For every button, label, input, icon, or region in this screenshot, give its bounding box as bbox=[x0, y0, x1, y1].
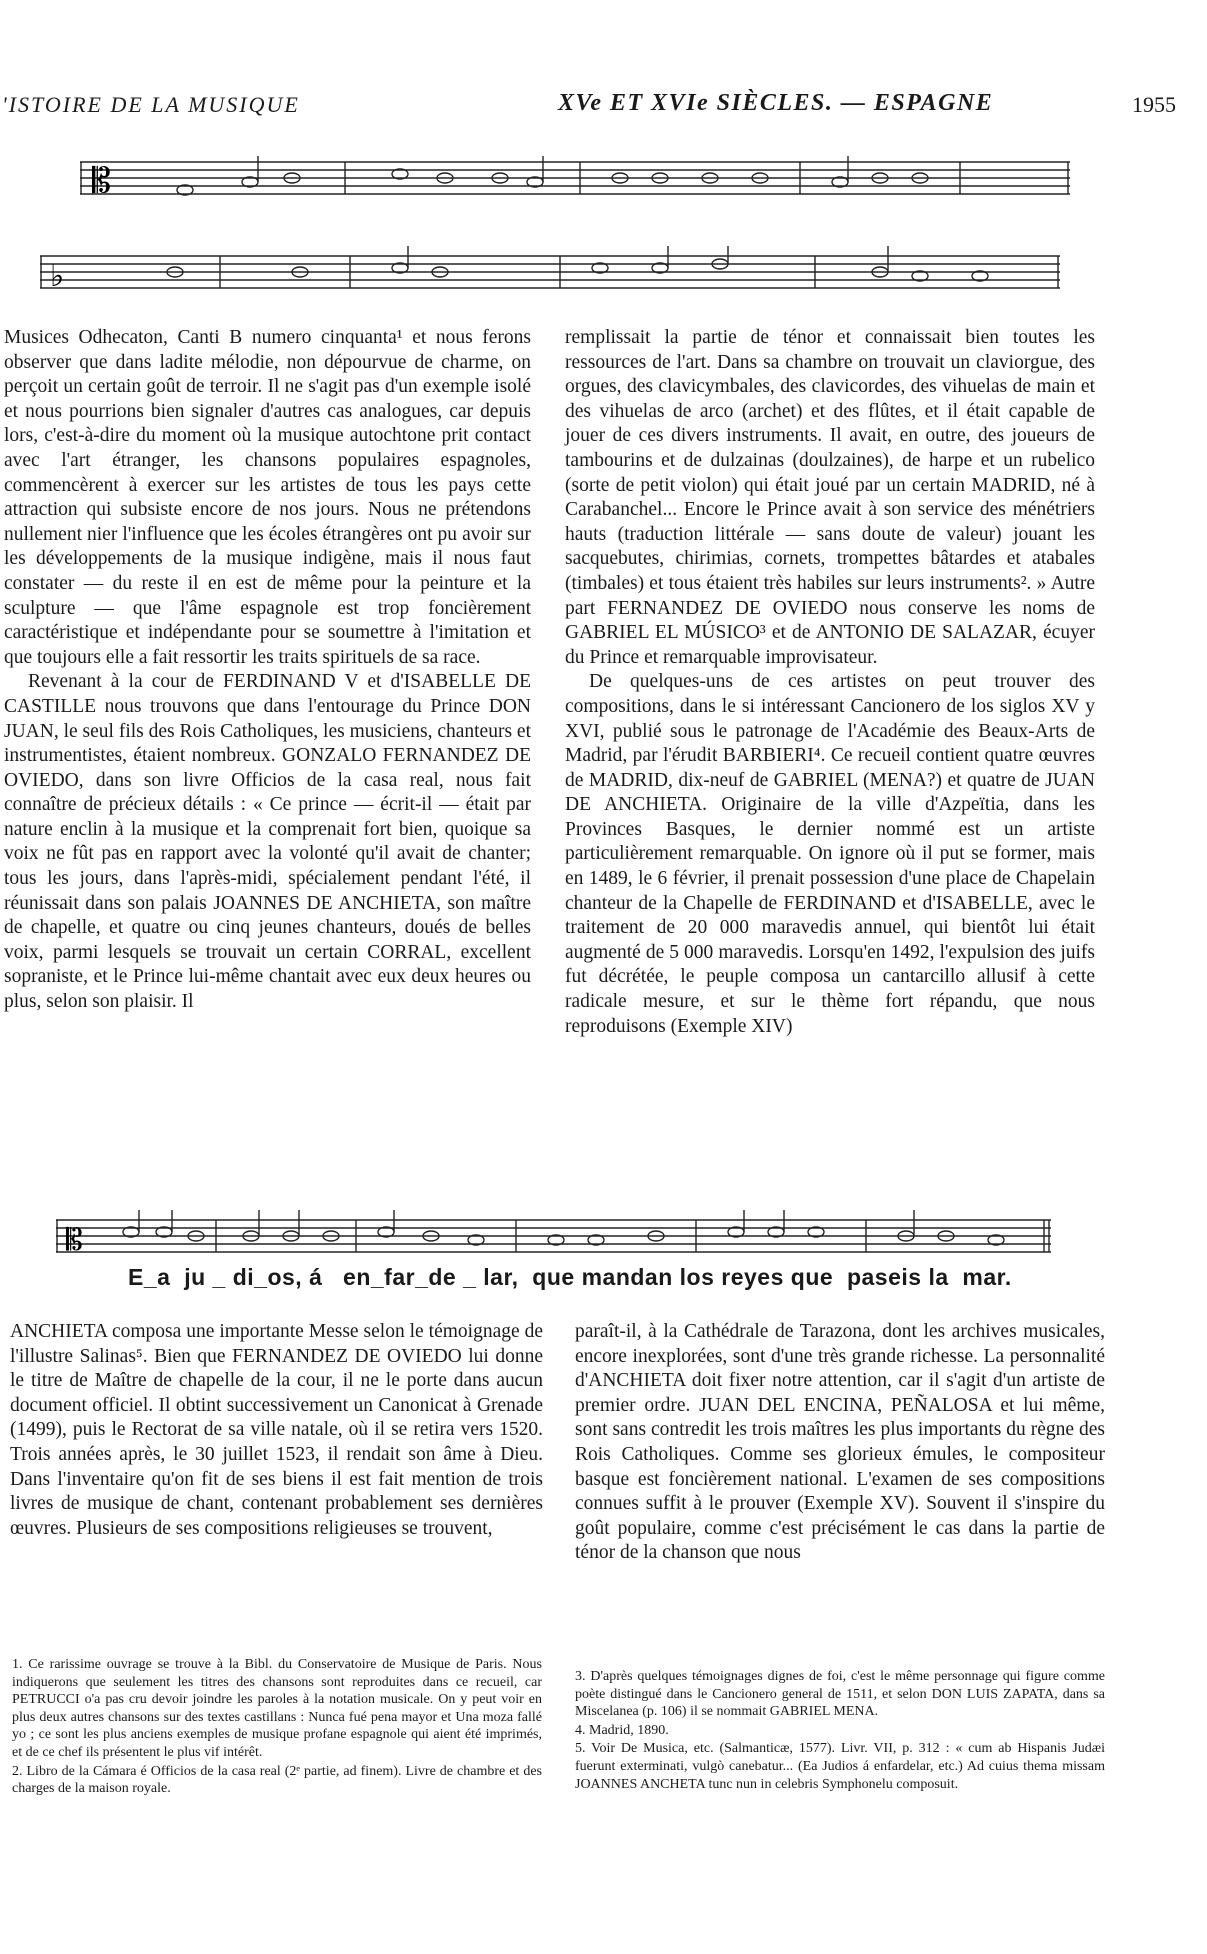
running-header bbox=[0, 88, 1207, 122]
svg-text:♭: ♭ bbox=[50, 259, 65, 294]
text-column-right-top bbox=[565, 326, 1095, 1039]
svg-text:𝄡: 𝄡 bbox=[92, 161, 111, 201]
paragraph: ANCHIETA composa une importante Messe selon le témoignage de l'illustre Salinas⁵. Bien que FERNANDEZ DE OVIEDO lui donne le titre de Maître de chapelle de la cour, il ne le porte dans aucun document officiel. Il obtint successivement un Canonicat à Grenade (1499), puis le Rectorat de sa ville natale, où il se retira vers 1520. Trois années après, le 30 juillet 1523, il rendait son âme à Dieu. Dans l'inventaire qu'on fit de ses biens il est fait mention de trois livres de musique de chant, contenant probablement ses dernières œuvres. Plusieurs de ses compositions religieuses se trouvent, bbox=[10, 1321, 543, 1539]
footnote: 1. Ce rarissime ouvrage se trouve à la Bibl. du Conservatoire de Musique de Paris. Nous indiquerons que seulement les titres des chansons sont reproduites dans ce recueil, car PETRUCCI o'a pas cru devoir joindre les paroles à la notation musicale. On y peut voir en plus deux autres chansons sur des textes castillans : Nunca fué pena mayor et Una moza fallé yo ; ce sont les plus anciens exemples de musique profane espagnole qui aient été imprimés, et de ce chef ils présentent le plus vif intérêt. bbox=[12, 1657, 542, 1760]
header-section-title: XVe ET XVIe SIÈCLES. — ESPAGNE bbox=[558, 90, 994, 116]
header-book-title: 'ISTOIRE DE LA MUSIQUE bbox=[2, 92, 300, 117]
music-staff-1 bbox=[80, 152, 1080, 208]
song-lyrics: E_a ju _ di_os, á en_far_de _ lar, que mandan los reyes que paseis la mar. bbox=[128, 1264, 1012, 1290]
footnotes-left bbox=[12, 1656, 542, 1799]
paragraph: De quelques-uns de ces artistes on peut trouver des compositions, dans le si intéressant Cancionero de los siglos XV y XVI, publié sous le patronage de l'Académie des Beaux-Arts de Madrid, par l'érudit BARBIERI⁴. Ce recueil contient quatre œuvres de MADRID, dix-neuf de GABRIEL (MENA?) et quatre de JUAN DE ANCHIETA. Originaire de la ville d'Azpeïtia, dans les Provinces Basques, le dernier nommé est un artiste particulièrement remarquable. On ignore où il put se former, mais en 1489, le 6 février, il prenait possession d'une place de Chapelain chanteur de la Chapelle de FERDINAND et d'ISABELLE, avec le traitement de 20 000 maravedis annuel, qui bientôt lui était augmenté de 5 000 maravedis. Lorsqu'en 1492, l'expulsion des juifs fut décrétée, le peuple composa un cantarcillo allusif à cette radicale mesure, et sur le thème fort répandu, que nous reproduisons (Exemple XIV) bbox=[565, 671, 1095, 1037]
music-staff-2 bbox=[40, 246, 1080, 306]
text-column-left-top bbox=[4, 326, 531, 1015]
footnote: 3. D'après quelques témoignages dignes de foi, c'est le même personnage qui figure comme poète distingué dans le Cancionero general de 1511, et selon DON LUIS ZAPATA, dans sa Miscelanea (p. 106) il se nommait GABRIEL MENA. bbox=[575, 1669, 1105, 1720]
svg-text:𝄡: 𝄡 bbox=[66, 1223, 83, 1258]
music-staff-3 bbox=[56, 1210, 1056, 1266]
page-number: 1955 bbox=[1132, 92, 1176, 117]
paragraph: remplissait la partie de ténor et connaissait bien toutes les ressources de l'art. Dans sa chambre on trouvait un claviorgue, des orgues, des clavicymbales, des clavicordes, des vihuelas de main et des vihuelas de arco (archet) et des flûtes, et il était capable de jouer de ces divers instruments. Il avait, en outre, des joueurs de tambourins et de dulzainas (doulzaines), de harpe et un rubelico (sorte de petit violon) qui était joué par un certain MADRID, né à Carabanchel... Encore le Prince avait à son service des ménétriers hauts (traduction littérale — sans doute de valeur) jouant les sacquebutes, chirimias, cornets, trompettes bâtardes et atabales (timbales) et tous étaient très habiles sur leurs instruments². » Autre part FERNANDEZ DE OVIEDO nous conserve les noms de GABRIEL EL MÚSICO³ et de ANTONIO DE SALAZAR, écuyer du Prince et remarquable improvisateur. bbox=[565, 327, 1095, 668]
paragraph: paraît-il, à la Cathédrale de Tarazona, dont les archives musicales, encore inexplorées, sont d'une très grande richesse. La personnalité d'ANCHIETA doit fixer notre attention, car il s'agit d'un artiste de premier ordre. JUAN DEL ENCINA, PEÑALOSA et lui même, sont sans contredit les trois maîtres les plus importants du règne des Rois Catholiques. Comme ses glorieux émules, le compositeur basque est foncièrement national. L'examen de ses compositions connues suffit à le prouver (Exemple XV). Souvent il s'inspire du goût populaire, comme c'est précisément le cas dans la partie de ténor de la chanson que nous bbox=[575, 1321, 1105, 1564]
text-column-left-bottom bbox=[10, 1320, 543, 1541]
footnote: 5. Voir De Musica, etc. (Salmanticæ, 1577). Livr. VII, p. 312 : « cum ab Hispanis Judæi fuerunt exterminati, vulgò canebatur... (Ea Judios á enfardelar, etc.) Ad cuius thema missam JOANNES ANCHETA tunc nun in celebris Symphonelu composuit. bbox=[575, 1741, 1105, 1792]
footnote: 4. Madrid, 1890. bbox=[575, 1722, 669, 1738]
footnotes-right bbox=[575, 1668, 1105, 1794]
footnote: 2. Libro de la Cámara é Officios de la casa real (2ᵉ partie, ad finem). Livre de chambre et des charges de la maison royale. bbox=[12, 1763, 542, 1797]
paragraph: Revenant à la cour de FERDINAND V et d'ISABELLE DE CASTILLE nous trouvons que dans l'entourage du Prince DON JUAN, le seul fils des Rois Catholiques, les musiciens, chanteurs et instrumentistes, étaient nombreux. GONZALO FERNANDEZ DE OVIEDO, dans son livre Officios de la casa real, nous fait connaître de précieux détails : « Ce prince — écrit-il — était par nature enclin à la musique et la comprenait fort bien, quoique sa voix ne fût pas en rapport avec la volonté qu'il avait de chanter; tous les jours, dans l'après-midi, spécialement pendant l'été, il réunissait dans son palais JOANNES DE ANCHIETA, son maître de chapelle, et quatre ou cinq jeunes chanteurs, doués de belles voix, parmi lesquels se trouvait un certain CORRAL, excellent sopraniste, et le Prince lui-même chantait avec eux deux heures ou plus, selon son plaisir. Il bbox=[4, 671, 531, 1013]
text-column-right-bottom bbox=[575, 1320, 1105, 1566]
paragraph: Musices Odhecaton, Canti B numero cinquanta¹ et nous ferons observer que dans ladite mélodie, non dépourvue de charme, on perçoit un certain goût de terroir. Il ne s'agit pas d'un exemple isolé et nous pourrions bien signaler d'autres cas analogues, car depuis lors, c'est-à-dire du moment où la musique autochtone prit contact avec l'art étranger, les chansons populaires espagnoles, commencèrent à exercer sur les artistes de tous les pays cette attraction qui subsiste encore de nos jours. Nous ne prétendons nullement nier l'influence que les écoles étrangères ont pu avoir sur les développements de la musique indigène, mais il nous faut constater — du reste il en est de même pour la peinture et la sculpture — que l'âme espagnole est trop foncièrement caractéristique et indépendante pour se soumettre à l'imitation et que toujours elle a fait ressortir les traits spirituels de sa race. bbox=[4, 327, 531, 668]
